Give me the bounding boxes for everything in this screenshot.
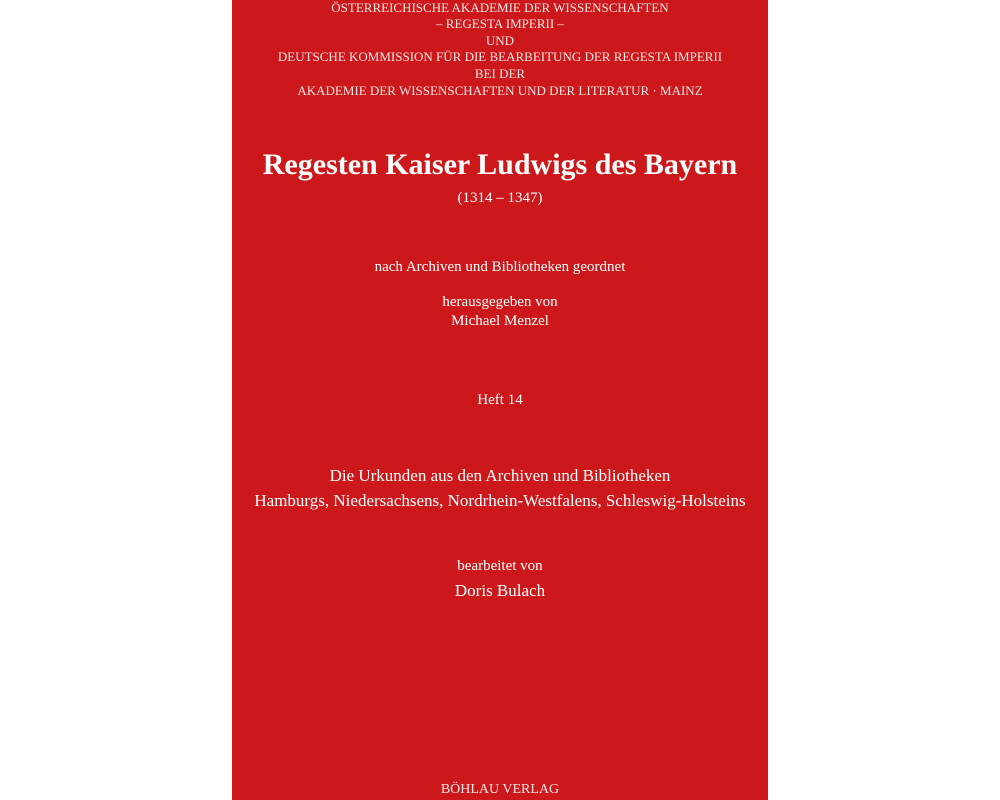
editor-label: herausgegeben von: [442, 294, 558, 310]
header-line: ÖSTERREICHISCHE AKADEMIE DER WISSENSCHAFTEN: [331, 0, 669, 15]
book-subtitle: nach Archiven und Bibliotheken geordnet: [374, 259, 626, 275]
author-name: Doris Bulach: [454, 581, 546, 600]
header-line: AKADEMIE DER WISSENSCHAFTEN UND DER LITERATUR · MAINZ: [297, 83, 703, 98]
header-line: UND: [485, 33, 515, 48]
publisher: BÖHLAU VERLAG: [440, 782, 560, 797]
volume-number: Heft 14: [477, 392, 523, 408]
book-years: (1314 – 1347): [457, 190, 543, 206]
editor-name: Michael Menzel: [451, 313, 549, 329]
header-line: BEI DER: [474, 66, 526, 81]
header-line: DEUTSCHE KOMMISSION FÜR DIE BEARBEITUNG DER REGESTA IMPERII: [277, 49, 723, 64]
book-cover: [232, 0, 768, 800]
header-line: – REGESTA IMPERII –: [436, 16, 564, 31]
book-title: Regesten Kaiser Ludwigs des Bayern: [262, 148, 738, 181]
volume-title-line: Hamburgs, Niedersachsens, Nordrhein-Westfalens, Schleswig-Holsteins: [254, 491, 746, 510]
author-label: bearbeitet von: [457, 558, 543, 574]
volume-title-line: Die Urkunden aus den Archiven und Bibliotheken: [329, 466, 671, 485]
